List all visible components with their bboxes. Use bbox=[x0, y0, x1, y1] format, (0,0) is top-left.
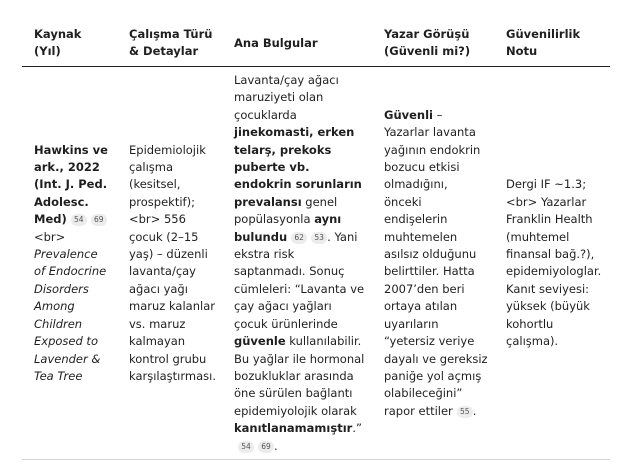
citation-badge[interactable]: 55 bbox=[457, 406, 473, 418]
opinion-text: . bbox=[472, 403, 477, 418]
findings-text: .” bbox=[352, 421, 362, 436]
citation-badge[interactable]: 62 bbox=[291, 232, 307, 244]
cell-study-type bbox=[117, 67, 222, 460]
study-details: Epidemiolojik çalışma (kesitsel, prospektif); <br> 556 çocuk (2–15 yaş) – düzenli lavanta/çay ağacı yağı maruz kalanlar vs. maruz kalmayan kontrol grubu karşılaştırması. bbox=[129, 142, 216, 383]
cell-source bbox=[22, 67, 117, 460]
findings-emphasis: aynı bulundu bbox=[234, 212, 342, 244]
findings-text: Lavanta/çay ağacı maruziyeti olan çocuklarda bbox=[234, 73, 339, 122]
header-source: Kaynak (Yıl) bbox=[22, 22, 117, 67]
evidence-table bbox=[22, 22, 610, 460]
findings-emphasis: kanıtlanamamıştır bbox=[234, 421, 353, 436]
cell-reliability bbox=[494, 67, 610, 460]
table-row bbox=[22, 67, 610, 460]
table-header-row bbox=[22, 22, 610, 67]
findings-text: genel popülasyonla bbox=[234, 194, 338, 227]
source-authors: Hawkins ve ark., 2022 (Int. J. Ped. Adolesc. Med) bbox=[34, 142, 108, 227]
cell-author-opinion bbox=[372, 67, 494, 460]
header-reliability: Güvenilirlik Notu bbox=[494, 22, 610, 67]
opinion-text: – Yazarlar lavanta yağının endokrin bozucu etkisi olmadığını, önceki endişelerin muhtemelen asılsız olduğunu belirttiler. Hatta 2007’den beri ortaya atılan uyarıların “yetersiz veriye dayalı ve gereksiz paniğe yol açmış olabileceğini” rapor ettiler bbox=[384, 107, 488, 418]
findings-emphasis: jinekomasti, erken telarş, prekoks puberte vb. endokrin sorunların prevalansı bbox=[234, 125, 362, 209]
header-author-opinion: Yazar Görüşü (Güvenli mi?) bbox=[372, 22, 494, 67]
citation-badge[interactable]: 69 bbox=[91, 214, 107, 226]
findings-emphasis: güvenle bbox=[234, 334, 286, 349]
header-study-type: Çalışma Türü & Detaylar bbox=[117, 22, 222, 67]
header-main-findings: Ana Bulgular bbox=[222, 22, 372, 67]
findings-text: kullanılabilir. Bu yağlar ile hormonal bozukluklar arasında öne sürülen bağlantı epidemiyolojik olarak bbox=[234, 334, 365, 418]
citation-badge[interactable]: 53 bbox=[311, 232, 327, 244]
findings-text: . bbox=[274, 438, 278, 453]
cell-main-findings bbox=[222, 67, 372, 460]
citation-badge[interactable]: 54 bbox=[238, 441, 254, 453]
citation-badge[interactable]: 69 bbox=[258, 441, 274, 453]
citation-badge[interactable]: 54 bbox=[71, 214, 87, 226]
source-title: Prevalence of Endocrine Disorders Among Children Exposed to Lavender & Tea Tree bbox=[34, 247, 107, 383]
reliability-text: Dergi IF ~1.3; <br> Yazarlar Franklin Health (muhtemel finansal bağ.?), epidemiyologlar. Kanıt seviyesi: yüksek (büyük kohortlu çalışma). bbox=[506, 177, 602, 349]
opinion-verdict: Güvenli bbox=[384, 107, 433, 122]
source-br-tag: <br> bbox=[34, 229, 66, 244]
findings-text: . Yani ekstra risk saptanmadı. Sonuç cümleleri: “Lavanta ve çay ağacı yağları çocuk ürünlerinde bbox=[234, 229, 365, 331]
